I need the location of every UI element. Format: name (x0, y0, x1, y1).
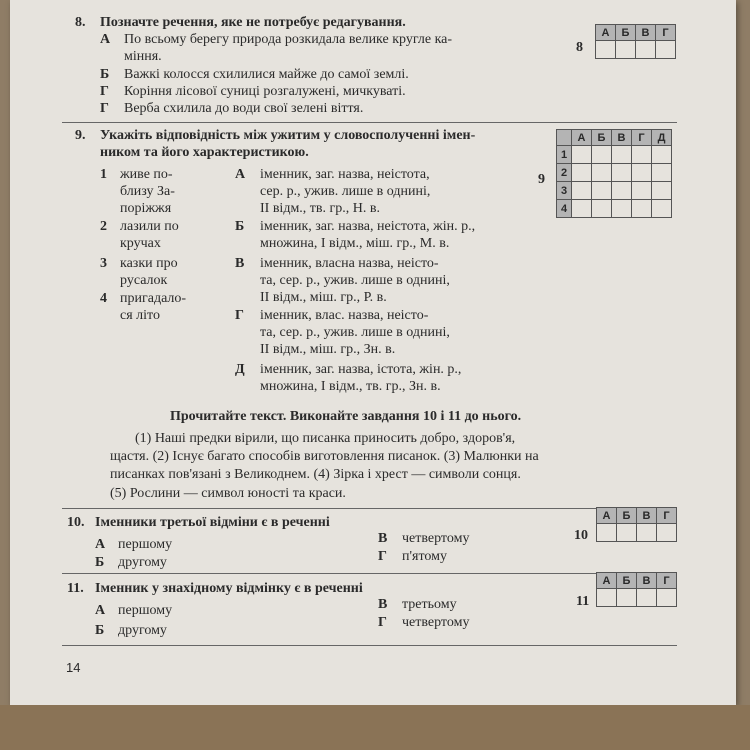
grid-row-header: 1 (557, 146, 572, 164)
grid-header: В (637, 573, 657, 589)
option-text: іменник, влас. назва, неісто- (260, 308, 429, 323)
option-letter: В (378, 531, 388, 546)
option-text: Важкі колосся схилилися майже до самої землі. (124, 67, 409, 82)
option-letter: Г (378, 615, 387, 630)
option-letter: А (100, 32, 111, 47)
item-text: близу За- (120, 184, 175, 199)
passage-line: (5) Рослини — символ юності та краси. (110, 486, 346, 501)
option-letter: Г (100, 101, 109, 116)
option-letter: А (235, 167, 246, 182)
grid-header: А (597, 573, 617, 589)
passage-line: писанках пов'язані з Великоднем. (4) Зірка і хрест — символи сонця. (110, 467, 521, 482)
item-number: 4 (100, 291, 107, 306)
grid-header: Б (617, 508, 637, 524)
question-number: 10. (67, 515, 85, 530)
grid-row-header: 2 (557, 164, 572, 182)
option-text: четвертому (402, 615, 470, 630)
item-text: русалок (120, 273, 168, 288)
option-letter: В (235, 256, 245, 271)
option-letter: В (378, 597, 388, 612)
option-text: множина, І відм., міш. гр., М. в. (260, 236, 450, 251)
option-text: другому (118, 555, 167, 570)
answer-cell[interactable] (617, 524, 637, 542)
option-letter: Б (95, 555, 105, 570)
answer-grid-11 (596, 572, 677, 607)
passage-line: щастя. (2) Існує багато способів виготовлення писанок. (3) Малюнки на (110, 449, 539, 464)
item-text: лазили по (120, 219, 179, 234)
passage-heading: Прочитайте текст. Виконайте завдання 10 і 11 до нього. (170, 409, 522, 424)
grid-row-header: 4 (557, 200, 572, 218)
option-letter: Б (95, 623, 105, 638)
option-text: сер. р., ужив. лише в однині, (260, 184, 431, 199)
answer-cell[interactable] (597, 589, 617, 607)
option-letter: А (95, 537, 106, 552)
grid-header: Б (592, 130, 612, 146)
answer-cell[interactable] (592, 200, 612, 218)
grid-header: А (596, 25, 616, 41)
page-number: 14 (66, 660, 81, 675)
answer-cell[interactable] (652, 200, 672, 218)
answer-cell[interactable] (632, 200, 652, 218)
option-text: іменник, заг. назва, істота, жін. р., (260, 362, 462, 377)
option-letter: Б (100, 67, 110, 82)
item-text: кручах (120, 236, 161, 251)
option-text: п'ятому (402, 549, 447, 564)
passage-line: (1) Наші предки вірили, що писанка приносить добро, здоров'я, (135, 431, 516, 446)
option-text: множина, І відм., тв. гр., Зн. в. (260, 379, 441, 394)
option-text: іменник, власна назва, неісто- (260, 256, 439, 271)
answer-grid-label: 9 (538, 172, 545, 187)
answer-grid-10 (596, 507, 677, 542)
answer-cell[interactable] (612, 182, 632, 200)
option-text: Верба схилила до води свої зелені віття. (124, 101, 364, 116)
answer-cell[interactable] (617, 589, 637, 607)
option-letter: Д (235, 362, 245, 377)
option-letter: А (95, 603, 106, 618)
grid-corner (557, 130, 572, 146)
table-surface (0, 705, 750, 750)
question-number: 9. (75, 128, 86, 143)
answer-cell[interactable] (616, 41, 636, 59)
divider (62, 508, 677, 509)
grid-header: Г (657, 508, 677, 524)
item-text: казки про (120, 256, 178, 271)
item-text: ся літо (120, 308, 160, 323)
option-text: першому (118, 537, 173, 552)
option-text: іменник, заг. назва, неістота, жін. р., (260, 219, 476, 234)
grid-header: В (637, 508, 657, 524)
answer-grid-8 (595, 24, 676, 59)
item-number: 1 (100, 167, 107, 182)
answer-cell[interactable] (652, 146, 672, 164)
answer-cell[interactable] (636, 41, 656, 59)
answer-cell[interactable] (652, 164, 672, 182)
answer-cell[interactable] (592, 164, 612, 182)
question-prompt-continued: ником та його характеристикою. (100, 145, 309, 160)
grid-header: Г (657, 573, 677, 589)
option-text: ІІ відм., міш. гр., Зн. в. (260, 342, 396, 357)
grid-header: А (572, 130, 592, 146)
item-text: живе по- (120, 167, 173, 182)
answer-cell[interactable] (612, 164, 632, 182)
grid-header: В (636, 25, 656, 41)
item-number: 3 (100, 256, 107, 271)
question-prompt: Укажіть відповідність між ужитим у словосполученні імен- (100, 128, 476, 143)
item-number: 2 (100, 219, 107, 234)
answer-cell[interactable] (656, 41, 676, 59)
answer-grid-9 (556, 129, 672, 218)
answer-cell[interactable] (632, 182, 652, 200)
answer-cell[interactable] (596, 41, 616, 59)
answer-grid-label: 11 (576, 594, 590, 609)
question-prompt: Позначте речення, яке не потребує редагування. (100, 15, 406, 30)
answer-cell[interactable] (597, 524, 617, 542)
grid-row-header: 3 (557, 182, 572, 200)
grid-header: В (612, 130, 632, 146)
answer-cell[interactable] (637, 524, 657, 542)
grid-header: А (597, 508, 617, 524)
option-text: ІІ відм., тв. гр., Н. в. (260, 201, 380, 216)
item-text: поріжжя (120, 201, 172, 216)
divider (62, 573, 677, 574)
answer-cell[interactable] (632, 146, 652, 164)
option-text: По всьому берегу природа розкидала велике кругле ка- (124, 32, 453, 47)
option-letter: Г (100, 84, 109, 99)
grid-header: Г (632, 130, 652, 146)
divider (62, 122, 677, 123)
option-text: третьому (402, 597, 457, 612)
answer-cell[interactable] (572, 200, 592, 218)
option-text: та, сер. р., ужив. лише в однині, (260, 325, 450, 340)
option-letter: Г (235, 308, 244, 323)
option-text: першому (118, 603, 173, 618)
option-text-continued: міння. (124, 49, 162, 64)
answer-cell[interactable] (612, 146, 632, 164)
answer-cell[interactable] (572, 164, 592, 182)
divider (62, 645, 677, 646)
grid-header: Г (656, 25, 676, 41)
answer-cell[interactable] (572, 146, 592, 164)
answer-cell[interactable] (657, 524, 677, 542)
item-text: пригадало- (120, 291, 187, 306)
answer-cell[interactable] (657, 589, 677, 607)
option-text: Коріння лісової суниці розгалужені, мичкуваті. (124, 84, 406, 99)
option-text: другому (118, 623, 167, 638)
answer-cell[interactable] (572, 182, 592, 200)
grid-header: Б (617, 573, 637, 589)
question-number: 11. (67, 581, 84, 596)
answer-cell[interactable] (612, 200, 632, 218)
answer-grid-label: 8 (576, 40, 583, 55)
option-text: іменник, заг. назва, неістота, (260, 167, 430, 182)
answer-grid-label: 10 (574, 528, 588, 543)
answer-cell[interactable] (592, 146, 612, 164)
option-text: четвертому (402, 531, 470, 546)
question-prompt: Іменники третьої відміни є в реченні (95, 515, 330, 530)
option-letter: Г (378, 549, 387, 564)
answer-cell[interactable] (592, 182, 612, 200)
question-prompt: Іменник у знахідному відмінку є в реченні (95, 581, 363, 596)
option-text: та, сер. р., ужив. лише в однині, (260, 273, 450, 288)
option-text: ІІ відм., міш. гр., Р. в. (260, 290, 387, 305)
grid-header: Б (616, 25, 636, 41)
answer-cell[interactable] (632, 164, 652, 182)
answer-cell[interactable] (637, 589, 657, 607)
question-number: 8. (75, 15, 86, 30)
grid-header: Д (652, 130, 672, 146)
option-letter: Б (235, 219, 245, 234)
answer-cell[interactable] (652, 182, 672, 200)
